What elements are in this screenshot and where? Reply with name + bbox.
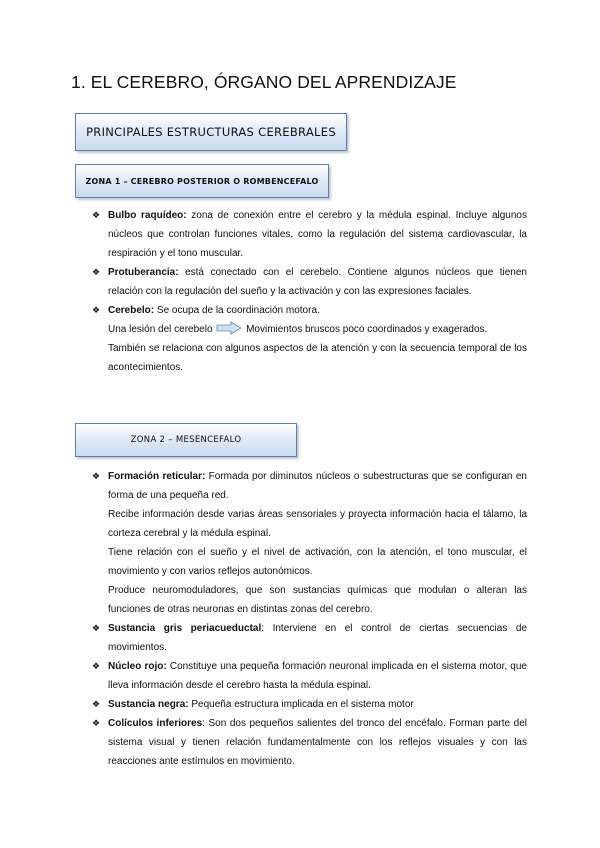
term: Sustancia negra: <box>108 699 189 710</box>
list-item-protuberancia <box>92 263 527 301</box>
right-arrow-icon <box>216 321 242 335</box>
zone1-list <box>92 206 527 377</box>
description: Pequeña estructura implicada en el sistema motor <box>188 699 414 710</box>
description: está conectado con el cerebelo. Contiene algunos núcleos que tienen relación con la regulación del sueño y la activación y con las expresiones faciales. <box>108 267 527 297</box>
bullet-icon: ❖ <box>92 267 101 277</box>
bullet-icon: ❖ <box>92 210 101 220</box>
description: Formada por diminutos núcleos o subestructuras que se configuran en forma de una pequeña red. <box>108 471 527 501</box>
list-item-sustancia-negra <box>92 695 527 714</box>
term: Protuberancia: <box>108 267 179 278</box>
cerebelo-extra: También se relaciona con algunos aspectos de la atención y con la secuencia temporal de los acontecimientos. <box>108 343 527 373</box>
term: Sustancia gris periacueductal <box>108 623 262 634</box>
main-heading-box: PRINCIPALES ESTRUCTURAS CEREBRALES <box>75 113 347 151</box>
lesion-effect: Movimientos bruscos poco coordinados y exagerados. <box>243 324 488 335</box>
zone2-heading-box: ZONA 2 – MESENCEFALO <box>75 423 297 457</box>
term: Núcleo rojo: <box>108 661 167 672</box>
list-item-formacion-reticular <box>92 467 527 619</box>
bullet-icon: ❖ <box>92 305 101 315</box>
paragraph: Recibe información desde varias áreas sensoriales y proyecta información hacia el tálamo, la corteza cerebral y la médula espinal. <box>108 509 527 539</box>
list-item-coliculos <box>92 714 527 771</box>
bullet-icon: ❖ <box>92 623 101 633</box>
paragraph: Produce neuromoduladores, que son sustancias químicas que modulan o alteran las funciones de otras neuronas en distintas zonas del cerebro. <box>108 585 527 615</box>
list-item-nucleo-rojo <box>92 657 527 695</box>
page-title: 1. EL CEREBRO, ÓRGANO DEL APRENDIZAJE <box>71 72 457 92</box>
term: Bulbo raquídeo: <box>108 210 187 221</box>
lesion-text: Una lesión del cerebelo <box>108 324 216 335</box>
description: Se ocupa de la coordinación motora. <box>154 305 320 316</box>
bullet-icon: ❖ <box>92 699 101 709</box>
list-item-sustancia-gris <box>92 619 527 657</box>
term: Colículos inferiores <box>108 718 203 729</box>
description: : Interviene en el control de ciertas secuencias de movimientos. <box>108 623 527 653</box>
description: zona de conexión entre el cerebro y la médula espinal. Incluye algunos núcleos que controlan funciones vitales, como la regulación del sistema cardiovascular, la respiración y el tono muscular. <box>108 210 527 259</box>
zone2-list <box>92 467 527 771</box>
bullet-icon: ❖ <box>92 661 101 671</box>
paragraph: Tiene relación con el sueño y el nivel de activación, con la atención, el tono muscular, el movimiento y con varios reflejos autonómicos. <box>108 547 527 577</box>
zone1-heading-box: ZONA 1 – CEREBRO POSTERIOR O ROMBENCEFALO <box>75 164 329 198</box>
term: Cerebelo: <box>108 305 155 316</box>
list-item-cerebelo <box>92 301 527 377</box>
bullet-icon: ❖ <box>92 471 101 481</box>
term: Formación reticular: <box>108 471 206 482</box>
list-item-bulbo <box>92 206 527 263</box>
description: Constituye una pequeña formación neuronal implicada en el sistema motor, que lleva información desde el cerebro hasta la médula espinal. <box>108 661 527 691</box>
description: : Son dos pequeños salientes del tronco del encéfalo. Forman parte del sistema visual y tienen relación fundamentalmente con los reflejos visuales y con las reacciones ante estímulos en movimiento. <box>108 718 527 767</box>
bullet-icon: ❖ <box>92 718 101 728</box>
